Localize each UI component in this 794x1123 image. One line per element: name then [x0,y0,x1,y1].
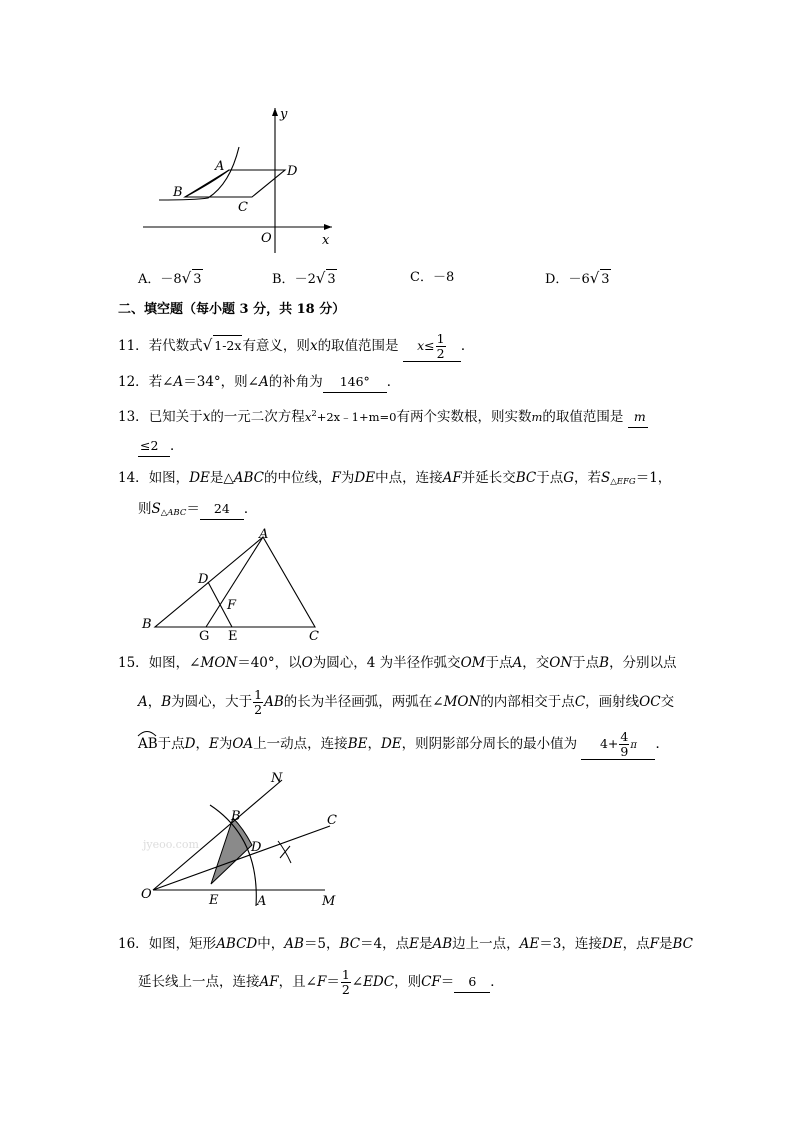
segment-ag [206,537,263,627]
question-12: 12．若∠A＝34°，则∠A的补角为 146° ． [118,372,400,393]
label-f: F [227,598,237,613]
question-15-line2: A，B为圆心，大于 $\frac{1}{2}$ AB的长为半径画弧，两弧在∠MON的内部相交于点C，画射线OC交 [138,687,675,717]
label-d: D [198,572,209,587]
section-title: 二、填空题（每小题 3 分，共 18 分） [118,302,346,317]
label-a: A [259,527,269,542]
answer-13-part1: m [628,407,648,428]
option-c: C．－8 [410,270,455,285]
option-d: D．－6√ 3 [545,268,611,290]
answer-11: x≤ $\frac{1}{2}$ [403,332,461,362]
label-o: O [141,887,152,902]
label-c: C [309,629,319,644]
question-13-line2: ≤2 ． [138,436,184,457]
question-11: 11．若代数式√ 1-2x有意义，则x的取值范围是 x≤ $\frac{1}{2}$ ． [118,331,475,361]
question-16: 16．如图，矩形ABCD中，AB＝5，BC＝4，点E是AB边上一点，AE＝3，连接DE，点F是BC [118,936,693,952]
question-15-line3: AB于点D，E为OA上一动点，连接BE，DE，则阴影部分周长的最小值为 4+ $\frac{4}{9}$ π ． [138,729,669,759]
figure-3-angle-diagram [135,768,345,908]
label-b: B [173,185,183,200]
label-g: G [199,629,210,644]
answer-15: 4+ $\frac{4}{9}$ π [581,730,655,760]
label-y: y [280,107,288,122]
question-14: 14．如图，DE是△ABC的中位线，F为DE中点，连接AF并延长交BC于点G，若$S_{\triangle EFG}=1$， [118,470,672,487]
label-b: B [231,809,241,824]
label-m: M [322,894,336,908]
answer-14: 24 [200,499,244,520]
label-o: O [261,231,272,246]
parallelogram-abcd [185,170,285,197]
label-a: A [257,894,267,908]
question-15: 15．如图，∠MON＝40°，以O为圆心，4 为半径作弧交OM于点A，交ON于点B，分别以点 [118,655,677,671]
watermark: jyeoo.com [143,838,199,851]
question-13: 13．已知关于x的一元二次方程$x^2+2x﹣1+m=0$有两个实数根，则实数m的取值范围是 m [118,404,648,428]
label-e: E [228,629,238,644]
label-n: N [271,771,283,786]
label-b: B [142,617,152,632]
label-a: A [215,159,225,174]
option-a: A．－8√ 3 [138,268,203,290]
label-c: C [238,200,248,215]
curve [159,147,239,200]
question-16-line2: 延长线上一点，连接AF，且∠F＝ $\frac{1}{2}$ ∠EDC，则CF＝ 6 ． [138,967,504,997]
label-x: x [322,233,330,248]
label-c: C [327,813,337,828]
answer-13-part2: ≤2 [138,436,170,457]
label-d: D [251,840,262,855]
label-d: D [287,164,298,179]
figure-1-coordinate-diagram [135,100,345,260]
question-14-line2: 则$S_{\triangle ABC}= 24$ ． [138,501,258,518]
label-e: E [209,893,219,908]
option-b: B．－2√ 3 [272,268,337,290]
arc-ab-notation: AB [138,734,158,754]
answer-12: 146° [323,372,387,393]
shaded-region [211,818,252,884]
figure-2-triangle-diagram [135,525,335,645]
answer-16: 6 [454,972,490,993]
